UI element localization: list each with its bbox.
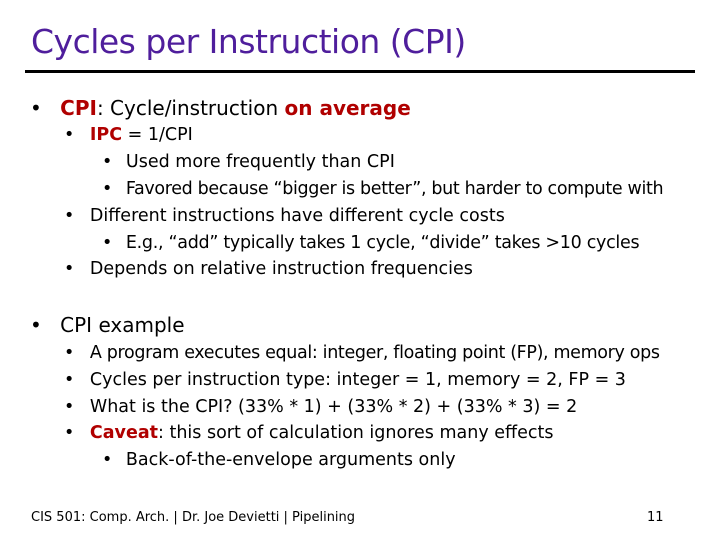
ipc-text: = 1/CPI xyxy=(122,125,193,145)
sub-sub-bullet xyxy=(102,152,395,172)
example-text: A program executes equal: integer, floating point (FP), memory ops xyxy=(89,343,660,363)
example-item-caveat xyxy=(64,423,553,443)
bullet-marker: • xyxy=(64,397,75,417)
slide-footer: CIS 501: Comp. Arch. | Dr. Joe Devietti | Pipelining xyxy=(31,510,356,525)
bullet-marker: • xyxy=(64,206,75,226)
cpi-definition-text: : Cycle/instruction xyxy=(96,96,285,120)
sub-bullet-ipc xyxy=(64,125,193,145)
term-cpi: CPI xyxy=(60,96,97,120)
bullet-marker: • xyxy=(64,125,75,145)
cpi-example-heading: CPI example xyxy=(60,313,185,337)
example-text: What is the CPI? (33% * 1) + (33% * 2) + (33% * 3) = 2 xyxy=(89,397,578,417)
example-text: Cycles per instruction type: integer = 1, memory = 2, FP = 3 xyxy=(89,370,626,390)
bullet-marker: • xyxy=(30,96,42,120)
bullet-marker: • xyxy=(30,313,42,337)
emphasis-on-average: on average xyxy=(284,96,411,120)
example-item xyxy=(64,397,577,417)
bullet-marker: • xyxy=(102,152,113,172)
bullet-text: E.g., “add” typically takes 1 cycle, “divide” takes >10 cycles xyxy=(125,233,640,253)
term-caveat: Caveat xyxy=(89,423,159,443)
bullet-marker: • xyxy=(102,450,113,470)
term-ipc: IPC xyxy=(89,125,123,145)
bullet-marker: • xyxy=(64,423,75,443)
bullet-text: Favored because “bigger is better”, but harder to compute with xyxy=(125,179,664,199)
sub-bullet xyxy=(64,259,473,279)
sub-bullet xyxy=(64,206,505,226)
bullet-text: Depends on relative instruction frequencies xyxy=(89,259,473,279)
example-item xyxy=(64,343,660,363)
bullet-marker: • xyxy=(102,233,113,253)
bullet-text: Different instructions have different cycle costs xyxy=(89,206,505,226)
sub-sub-bullet xyxy=(102,233,639,253)
example-text: : this sort of calculation ignores many effects xyxy=(158,423,554,443)
title-divider xyxy=(25,70,695,73)
page-number: 11 xyxy=(647,510,664,525)
sub-sub-bullet xyxy=(102,450,456,470)
bullet-marker: • xyxy=(64,370,75,390)
bullet-text: Back-of-the-envelope arguments only xyxy=(125,450,456,470)
bullet-cpi-definition xyxy=(30,96,411,120)
bullet-marker: • xyxy=(64,343,75,363)
bullet-marker: • xyxy=(102,179,113,199)
bullet-text: Used more frequently than CPI xyxy=(125,152,395,172)
sub-sub-bullet xyxy=(102,179,663,199)
example-item xyxy=(64,370,626,390)
bullet-cpi-example xyxy=(30,313,185,337)
bullet-marker: • xyxy=(64,259,75,279)
slide-title: Cycles per Instruction (CPI) xyxy=(31,22,466,61)
